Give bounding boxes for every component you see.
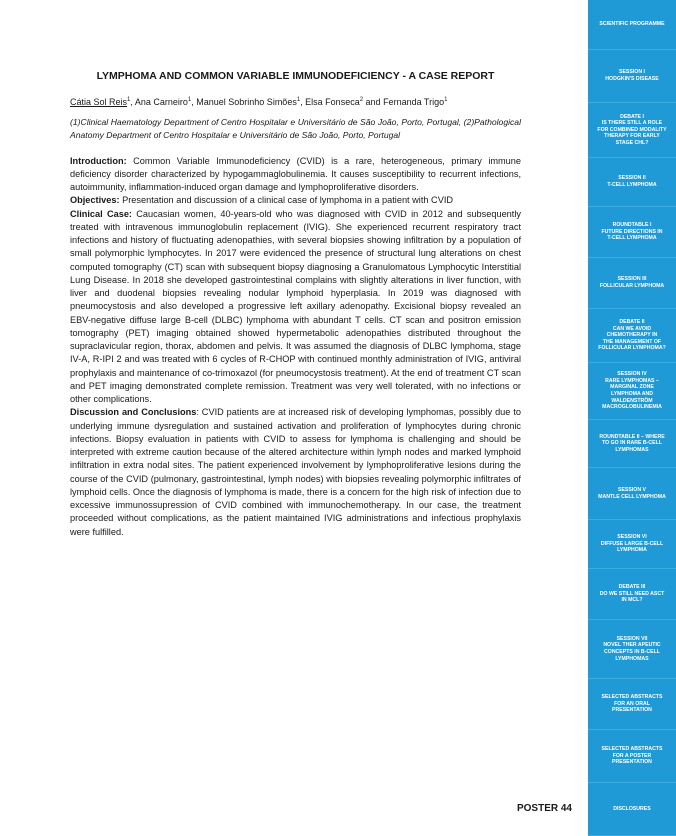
sidebar-item-label: THERAPY FOR EARLY xyxy=(604,133,660,140)
sidebar-item-label: WALDENSTRÖM xyxy=(611,397,653,404)
sidebar-item-label: SESSION II xyxy=(618,175,646,182)
sidebar-item-label: HODGKIN'S DISEASE xyxy=(605,76,659,82)
clinical-case-section xyxy=(70,208,521,407)
sidebar-item-label: CONCEPTS IN B-CELL xyxy=(604,649,660,655)
sidebar-item-label: MANTLE CELL LYMPHOMA xyxy=(598,493,666,500)
sidebar-item-label: CHEMOTHERAPY IN xyxy=(606,332,658,339)
sidebar-item-label: DISCLOSURES xyxy=(613,805,651,812)
sidebar-item-roundtable-i[interactable] xyxy=(588,207,676,258)
sidebar-item-selected-abstracts-poster[interactable] xyxy=(588,730,676,783)
sidebar-item-label: DEBATE I xyxy=(620,113,644,120)
programme-sidebar xyxy=(588,0,676,836)
sidebar-item-debate-iii[interactable] xyxy=(588,569,676,620)
section-label: Objectives: xyxy=(70,195,120,206)
objectives-section xyxy=(70,194,521,207)
sidebar-item-label: SELECTED ABSTRACTS xyxy=(601,746,663,753)
affiliation-mark: 1 xyxy=(444,97,448,103)
sidebar-item-label: SESSION IV xyxy=(617,371,647,378)
sidebar-item-label: SESSION III xyxy=(617,276,647,283)
affiliations: (1)Clinical Haematology Department of Centro Hospitalar e Universitário de São João, Porto, Portugal, (2)Pathological Anatomy Department of Centro Hospitalar e Universitário de São João, Porto, Portugal xyxy=(70,117,521,141)
sidebar-item-label: FOLLICULAR LYMPHOMA? xyxy=(598,345,666,352)
affiliation-mark: 1 xyxy=(127,97,131,103)
abstract-title: LYMPHOMA AND COMMON VARIABLE IMMUNODEFICIENCY - A CASE REPORT xyxy=(96,70,495,82)
sidebar-item-scientific-programme[interactable] xyxy=(588,0,676,50)
introduction-section xyxy=(70,155,521,195)
abstract-body xyxy=(70,155,521,539)
sidebar-item-label: LYMPHOMA xyxy=(617,547,647,554)
discussion-section xyxy=(70,406,521,539)
sidebar-item-label: PRESENTATION xyxy=(612,759,652,766)
sidebar-item-session-iv[interactable] xyxy=(588,363,676,420)
sidebar-item-session-iii[interactable] xyxy=(588,258,676,309)
sidebar-item-label: LYMPHOMAS xyxy=(615,655,649,662)
sidebar-item-label: IN MCL? xyxy=(621,597,643,604)
sidebar-item-label: PRESENTATION xyxy=(612,707,652,714)
section-text: Common Variable Immunodeficiency (CVID) is a rare, heterogeneous, primary immune deficiency disorder characterized by hypogammaglobulinemia. It causes susceptibility to recurrent infections, autoimmunity, inflammation-induced organ damage and lymphoproliferative disorders. xyxy=(70,155,521,193)
sidebar-item-label: MARGINAL ZONE xyxy=(610,384,654,391)
sidebar-item-session-vi[interactable] xyxy=(588,520,676,569)
section-label: Discussion and Conclusions xyxy=(70,407,197,418)
sidebar-item-label: STAGE CHL? xyxy=(615,139,649,146)
sidebar-item-label: DEBATE III xyxy=(618,584,646,591)
author: and Fernanda Trigo xyxy=(363,97,445,107)
sidebar-item-label: DO WE STILL NEED ASCT xyxy=(599,590,665,597)
author: , Manuel Sobrinho Simões xyxy=(191,97,297,107)
author-list xyxy=(70,96,521,108)
sidebar-item-label: T-CELL LYMPHOMA xyxy=(607,235,657,242)
sidebar-item-session-vii[interactable] xyxy=(588,620,676,679)
sidebar-item-label: ROUNDTABLE II – WHERE xyxy=(599,433,665,440)
sidebar-item-label: SESSION V xyxy=(618,486,646,493)
sidebar-item-label: SESSION VII xyxy=(616,635,648,642)
sidebar-item-disclosures[interactable] xyxy=(588,783,676,836)
sidebar-item-label: SCIENTIFIC PROGRAMME xyxy=(599,21,665,28)
sidebar-item-label: DIFFUSE LARGE B-CELL xyxy=(600,540,664,547)
sidebar-item-session-v[interactable] xyxy=(588,468,676,520)
sidebar-item-label: SESSION I xyxy=(619,69,645,76)
sidebar-item-label: IS THERE STILL A ROLE xyxy=(601,120,663,127)
sidebar-item-label: DEBATE II xyxy=(619,319,645,326)
sidebar-item-roundtable-ii[interactable] xyxy=(588,420,676,468)
sidebar-item-label: LYMPHOMAS xyxy=(615,446,649,453)
section-label: Clinical Case: xyxy=(70,208,132,219)
affiliation-mark: 2 xyxy=(359,97,364,103)
sidebar-item-label: FUTURE DIRECTIONS IN xyxy=(601,228,663,235)
section-text: Caucasian women, 40-years-old who was diagnosed with CVID in 2012 and subsequently treated with intravenous immunoglobulin replacement (IVIG). She experienced recurrent respiratory tract infections and history of fluctuating adenopathies, with several biopsies showing infiltration by a population of small polymorphic lymphocytes. In 2017 were evidenced the presence of structural lung alterations on chest computed tomography (CT) scan with subsequent biopsy diagnosing a Granulomatous Lymphocytic Interstitial Lung Disease. In 2018 she developed gastrointestinal complains with slightly alterations in liver function, with liver and duodenal biopsies revealing nodular lymphoid hyperplasia. In 2019 was diagnosed with pneumocystosis and also developed a progressive left axillary adenopathy. Excisional biopsy revealed an EBV-negative diffuse large B-cell (DLBC) lymphoma with abundant T cells. CT scan and positron emission tomography (PET) imaging obtained showed hypermetabolic adenopathies distributed throughout the supraclavicular region, thorax, abdomen and pelvis. It was assumed the diagnosis of DLBC lymphoma, stage IV-A, R-IPI 2 and was treated with 6 cycles of R-CHOP with continued monthly administration of IVIG, antiviral prophylaxis and maintenance of co-trimoxazol (for pneumocystosis treatment). At the end of treatment CT scan and PET imaging demonstrated complete remission. Treatment was very well tolerated, with no infections or other complications. xyxy=(70,208,521,405)
sidebar-item-debate-ii[interactable] xyxy=(588,309,676,363)
sidebar-item-label: FOR AN ORAL xyxy=(614,700,650,707)
affiliation-mark: 1 xyxy=(187,97,192,103)
author: , Elsa Fonseca xyxy=(300,97,360,107)
sidebar-item-label: TO GO IN RARE B-CELL xyxy=(602,440,662,447)
author: , Ana Carneiro xyxy=(130,97,188,107)
sidebar-item-label: FOLLICULAR LYMPHOMA xyxy=(599,283,665,289)
presenting-author: Cátia Sol Reis xyxy=(70,97,128,107)
sidebar-item-label: SELECTED ABSTRACTS xyxy=(601,694,663,701)
sidebar-item-selected-abstracts-oral[interactable] xyxy=(588,679,676,730)
section-label: Introduction: xyxy=(70,155,127,166)
sidebar-item-label: NOVEL THER APEUTIC xyxy=(603,642,661,649)
sidebar-item-label: T-CELL LYMPHOMA xyxy=(607,182,657,188)
section-text: : CVID patients are at increased risk of developing lymphomas, possibly due to underlying immune dysregulation and sustained activation and proliferation of lymphocytes during chronic infections. Biopsy evaluation in patients with CVID to assess for lymphoma is challenging and should be interpreted with extreme caution because of the altered architecture within lymph nodes and marked lymphoid infiltration in extra nodal sites. The patient experienced involvement by lymphoproliferative lesions during the course of the CVID (pulmonary, gastrointestinal, lymph nodes) with biopsies revealing polymorphic infiltrates of lymphoid cells. Once the diagnosis of lymphoma is made, there is a concern for the high risk of infection due to excessive immunossupression of CVID combined with immunochemotherapy. In our case, the treatment proceeded without complications, as the patient maintained IVIG administrations and infectious prophylaxis were fulfilled. xyxy=(70,407,521,537)
sidebar-item-label: FOR A POSTER xyxy=(612,752,652,759)
sidebar-item-label: SESSION VI xyxy=(617,534,647,541)
affiliation-mark: 1 xyxy=(296,97,301,103)
sidebar-item-label: LYMPHOMA AND xyxy=(610,391,654,397)
sidebar-item-debate-i[interactable] xyxy=(588,103,676,158)
sidebar-item-label: FOR COMBINED MODALITY xyxy=(597,126,667,133)
poster-number: POSTER 44 xyxy=(516,803,572,814)
sidebar-item-session-i[interactable] xyxy=(588,50,676,103)
sidebar-item-label: THE MANAGEMENT OF xyxy=(602,338,662,345)
sidebar-item-label: CAN WE AVOID xyxy=(612,325,652,332)
sidebar-item-label: ROUNDTABLE I xyxy=(612,222,652,229)
section-text: Presentation and discussion of a clinical case of lymphoma in a patient with CVID xyxy=(119,195,454,206)
sidebar-item-session-ii[interactable] xyxy=(588,158,676,207)
abstract-content xyxy=(70,68,521,539)
sidebar-item-label: RARE LYMPHOMAS – xyxy=(605,377,659,384)
sidebar-item-label: MACROGLOBULINEMIA xyxy=(602,404,662,411)
